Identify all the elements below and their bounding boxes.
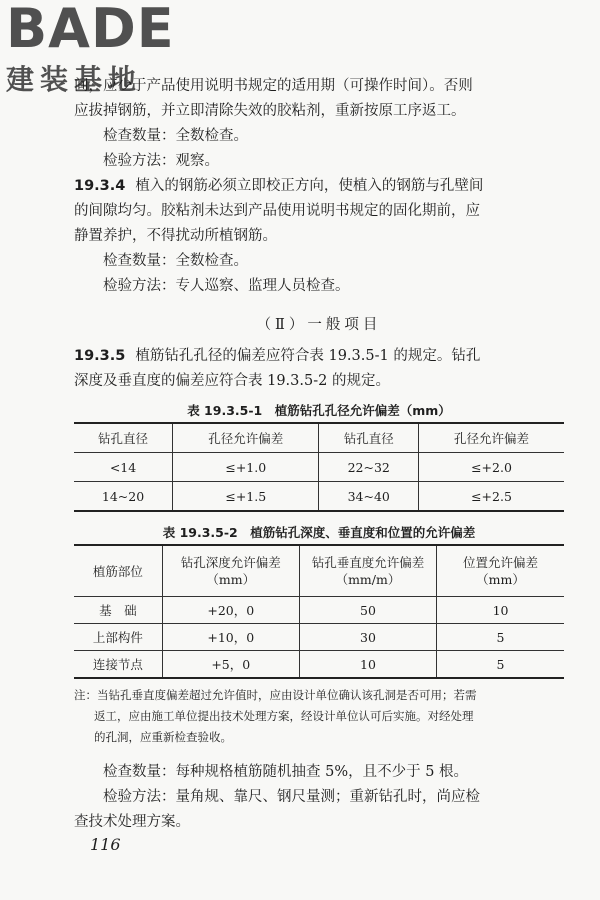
table-cell: 10 [299,651,436,679]
clause-text: 植筋钻孔孔径的偏差应符合表 19.3.5-1 的规定。钻孔 [135,348,481,364]
table1-caption: 表 19.3.5-1 植筋钻孔孔径允许偏差（mm） [187,403,451,418]
table-cell: 基 础 [74,597,162,624]
check-quantity: 检查数量：全数检查。 [103,253,248,269]
table-cell: ≤+2.5 [418,482,564,512]
clause-text: 植入的钢筋必须立即校正方向，使植入的钢筋与孔壁间 [135,178,484,194]
table-header-cell [162,545,299,597]
paragraph-line: 间，应少于产品使用说明书规定的适用期（可操作时间）。否则 [74,78,473,94]
section-title: （Ⅱ）一般项目 [256,317,382,333]
table-header-cell [74,545,162,597]
header-text: 钻孔垂直度允许偏差 [311,555,425,570]
logo-text-cn: 建装基地 [6,63,143,96]
paragraph-line: 应拔掉钢筋，并立即清除失效的胶粘剂，重新按原工序返工。 [74,103,466,119]
check-method-cont: 查技术处理方案。 [74,814,190,830]
check-method: 检验方法：观察。 [103,153,219,169]
table-row [74,624,564,651]
table-cell: 22~32 [319,453,419,482]
table-header-cell: 孔径允许偏差 [418,423,564,453]
logo-text-en: BADE [6,0,175,60]
table-header-cell: 钻孔直径 [319,423,419,453]
table-header-row [74,423,564,453]
check-method: 检验方法：量角规、靠尺、钢尺量测；重新钻孔时，尚应检 [103,789,480,805]
header-text: 植筋部位 [92,563,143,579]
header-unit: （mm/m） [335,572,401,587]
table-row [74,482,564,512]
clause-line [74,174,564,199]
clause-line [74,344,564,369]
check-quantity: 检查数量：每种规格植筋随机抽查 5%，且不少于 5 根。 [103,764,469,780]
header-text: 位置允许偏差 [463,555,539,570]
clause-line: 深度及垂直度的偏差应符合表 19.3.5-2 的规定。 [74,373,390,389]
table1 [74,422,564,512]
table-cell: ≤+2.0 [418,453,564,482]
page-content [74,74,564,835]
table-cell: 10 [437,597,564,624]
table-header-cell: 孔径允许偏差 [173,423,319,453]
table-cell: 5 [437,624,564,651]
table-note [74,685,564,748]
table-cell: ≤+1.0 [173,453,319,482]
note-line: 注：当钻孔垂直度偏差超过允许值时，应由设计单位确认该孔洞是否可用；若需 [74,688,477,702]
table-cell: +20，0 [162,597,299,624]
table-cell: 上部构件 [74,624,162,651]
table-row [74,651,564,679]
table-cell: +5，0 [162,651,299,679]
table-header-cell [437,545,564,597]
note-line: 返工，应由施工单位提出技术处理方案，经设计单位认可后实施。对经处理 [94,709,474,723]
header-unit: （mm） [206,572,256,587]
note-line: 的孔洞，应重新检查验收。 [94,730,232,744]
table-cell: <14 [74,453,173,482]
header-unit: （mm） [476,572,525,587]
check-quantity: 检查数量：全数检查。 [103,128,248,144]
clause-number: 19.3.5 [74,348,126,364]
clause-line: 静置养护，不得扰动所植钢筋。 [74,228,277,244]
table2 [74,544,564,679]
table-cell: 5 [437,651,564,679]
table2-caption: 表 19.3.5-2 植筋钻孔深度、垂直度和位置的允许偏差 [162,525,476,540]
table-row [74,453,564,482]
table-cell: 14~20 [74,482,173,512]
check-method: 检验方法：专人巡察、监理人员检查。 [103,278,350,294]
header-text: 钻孔深度允许偏差 [180,555,281,570]
table-cell: 34~40 [319,482,419,512]
table-cell: ≤+1.5 [173,482,319,512]
table-cell: 50 [299,597,436,624]
table-cell: +10，0 [162,624,299,651]
table-header-row [74,545,564,597]
table-header-cell [299,545,436,597]
table-cell: 连接节点 [74,651,162,679]
table-cell: 30 [299,624,436,651]
clause-line: 的间隙均匀。胶粘剂未达到产品使用说明书规定的固化期前，应 [74,203,480,219]
page-number: 116 [90,835,121,854]
table-header-cell: 钻孔直径 [74,423,173,453]
table-row [74,597,564,624]
clause-number: 19.3.4 [74,178,126,194]
